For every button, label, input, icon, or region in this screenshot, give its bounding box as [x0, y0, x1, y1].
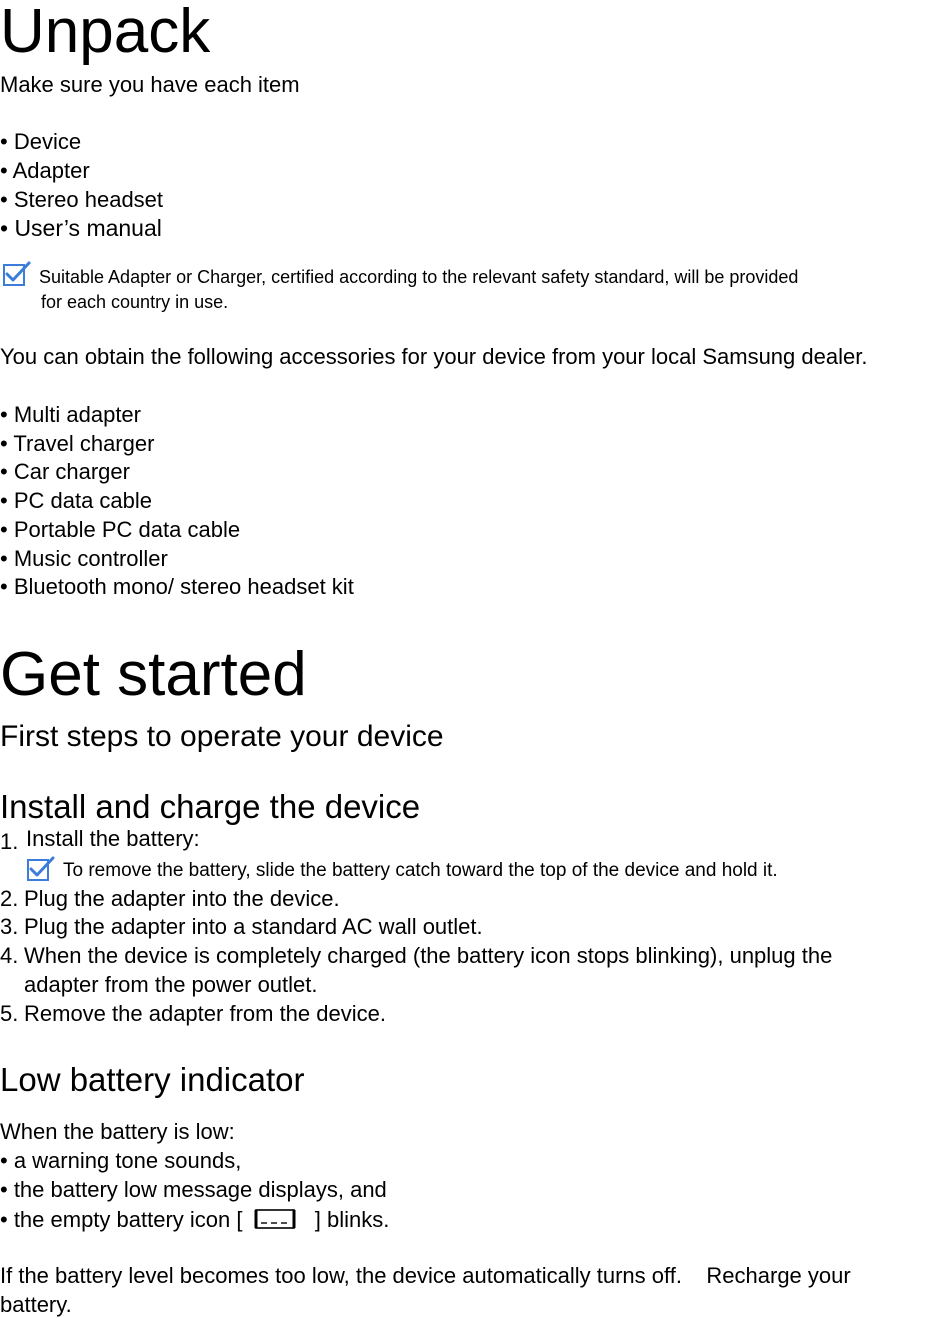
- list-item: • Travel charger: [0, 431, 155, 456]
- battery-icon-line: [0, 1207, 389, 1235]
- checkbox-note-icon: [3, 261, 31, 287]
- list-item: • Multi adapter: [0, 402, 141, 427]
- step-number: 5.: [0, 1001, 19, 1026]
- closing-text: battery.: [0, 1292, 72, 1317]
- list-item: • Music controller: [0, 546, 168, 571]
- unpack-title: Unpack: [0, 0, 211, 66]
- battery-line-after: ] blinks.: [314, 1206, 390, 1232]
- list-item: • User’s manual: [0, 215, 162, 241]
- step-number: 4.: [0, 943, 19, 968]
- note-text: Suitable Adapter or Charger, certified according to the relevant safety standard, will be provided: [39, 267, 799, 287]
- low-battery-heading: Low battery indicator: [0, 1061, 305, 1098]
- closing-text: If the battery level becomes too low, the device automatically turns off. Recharge your: [0, 1263, 851, 1288]
- list-item: • Portable PC data cable: [0, 517, 241, 542]
- get-started-title: Get started: [0, 640, 307, 709]
- low-battery-intro: When the battery is low:: [0, 1119, 235, 1144]
- get-started-subtitle: First steps to operate your device: [0, 720, 444, 753]
- list-item: • Bluetooth mono/ stereo headset kit: [0, 574, 354, 599]
- install-heading: Install and charge the device: [0, 788, 421, 825]
- checkbox-note-icon: [27, 856, 55, 882]
- note-text: for each country in use.: [41, 292, 229, 312]
- accessories-intro: You can obtain the following accessories for your device from your local Samsung dealer.: [0, 344, 868, 369]
- unpack-intro: Make sure you have each item: [0, 72, 300, 97]
- list-item: • PC data cable: [0, 488, 153, 513]
- list-item: • the battery low message displays, and: [0, 1177, 387, 1202]
- step-text: Remove the adapter from the device.: [24, 1001, 386, 1026]
- step-number: 3.: [0, 914, 19, 939]
- step-text-continued: adapter from the power outlet.: [24, 972, 318, 997]
- empty-battery-icon: [253, 1207, 305, 1235]
- list-item: • Adapter: [0, 158, 90, 183]
- battery-line-before: • the empty battery icon [: [0, 1206, 243, 1232]
- step-text: Install the battery:: [26, 826, 200, 851]
- list-item: • Stereo headset: [0, 187, 164, 212]
- step-text: When the device is completely charged (the battery icon stops blinking), unplug the: [24, 943, 833, 968]
- list-item: • Device: [0, 129, 82, 154]
- list-item: • Car charger: [0, 459, 130, 484]
- step-number: 1.: [0, 829, 19, 854]
- step-number: 2.: [0, 886, 19, 911]
- note-text: To remove the battery, slide the battery catch toward the top of the device and hold it.: [63, 860, 778, 881]
- step-text: Plug the adapter into the device.: [24, 886, 340, 911]
- list-item: • a warning tone sounds,: [0, 1148, 242, 1173]
- step-text: Plug the adapter into a standard AC wall outlet.: [24, 914, 483, 939]
